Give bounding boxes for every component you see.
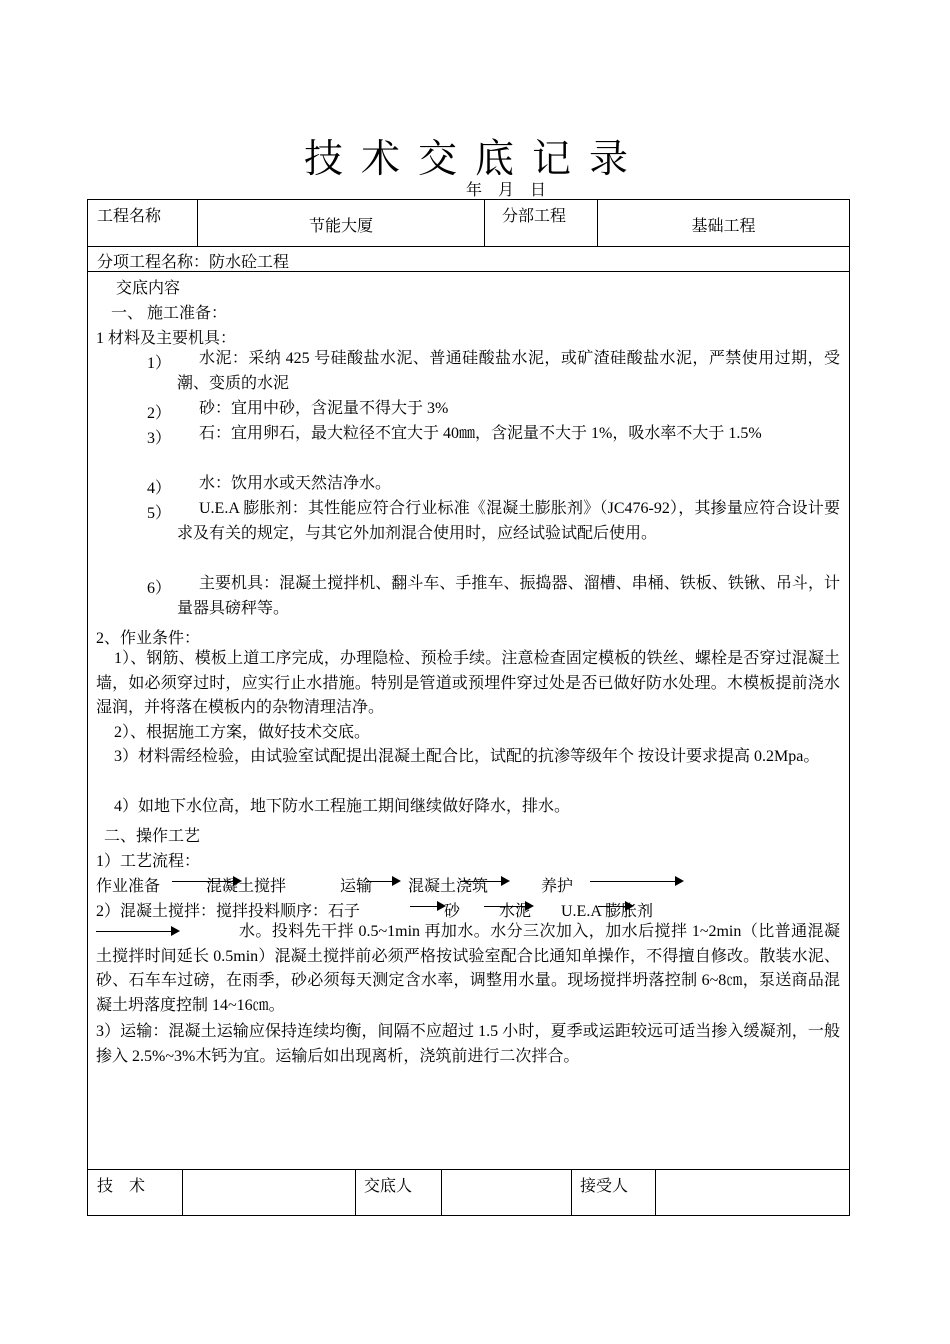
list-number: 6） <box>147 580 172 597</box>
list-number: 3） <box>147 430 172 447</box>
flow-step: 混凝土浇筑 <box>408 878 489 895</box>
transport-description: 3）运输：混凝土运输应保持连续均衡，间隔不应超过 1.5 小时，夏季或运距较远可适当掺入缓凝剂，一般掺入 2.5%~3%木钙为宜。运输后如出现离析，浇筑前进行二次拌合。 <box>96 1023 840 1065</box>
list-number: 5） <box>147 505 172 522</box>
condition-item: 4）如地下水位高，地下防水工程施工期间继续做好降水，排水。 <box>114 798 571 815</box>
divider <box>571 1169 572 1215</box>
project-name-value: 节能大厦 <box>308 218 373 235</box>
mixing-step: 砂 <box>444 903 461 920</box>
arrow-icon <box>366 881 399 882</box>
condition-item: 3）材料需经检验，由试验室试配提出混凝土配合比，试配的抗渗等级年个 按设计要求提高 0.2Mpa。 <box>114 748 820 765</box>
list-number: 2） <box>147 405 172 422</box>
mixing-description: 水。投料先干拌 0.5~1min 再加水。水分三次加入，加水后搅拌 1~2min（比普通混凝土搅拌时间延长 0.5min）混凝土搅拌前必须严格按试验室配合比通知单操作，不得擅自修改。散装水泥、砂、石车车过磅，在雨季，砂必须每天测定含水率，调整用水量。现场搅拌坍落控制 6~8㎝，泵送商品混凝土坍落度控制 14~16㎝。 <box>96 923 840 1014</box>
flow-step: 养护 <box>541 878 574 895</box>
flow-step: 作业准备 <box>96 878 161 895</box>
materials-heading: 1 材料及主要机具： <box>96 330 237 347</box>
flow-heading: 1）工艺流程： <box>96 853 201 870</box>
project-name-label: 工程名称 <box>97 208 162 225</box>
divider <box>484 200 485 247</box>
conditions-heading: 2、作业条件： <box>96 630 201 647</box>
arrow-icon <box>172 881 240 882</box>
subitem-name: 分项工程名称：防水砼工程 <box>97 254 290 271</box>
condition-item: 2）、根据施工方案，做好技术交底。 <box>114 724 371 741</box>
date-line: 年 月 日 <box>466 182 547 199</box>
list-number: 4） <box>147 480 172 497</box>
section-heading: 一、 施工准备： <box>111 305 228 322</box>
divider <box>88 1169 849 1170</box>
divider <box>182 1169 183 1215</box>
list-item: 砂：宜用中砂，含泥量不得大于 3% <box>199 400 449 417</box>
receiver-label: 接受人 <box>580 1178 629 1195</box>
division-label: 分部工程 <box>502 208 567 225</box>
arrow-icon <box>460 881 508 882</box>
arrow-icon <box>590 881 682 882</box>
discloser-value <box>442 1173 571 1213</box>
flow-step: 运输 <box>340 878 373 895</box>
document-title: 技术交底记录 <box>303 137 646 182</box>
arrow-icon <box>484 906 532 907</box>
content-heading: 交底内容 <box>116 280 181 297</box>
mixing-lead: 2）混凝土搅拌：搅拌投料顺序：石子 <box>96 903 361 920</box>
discloser-label: 交底人 <box>364 1178 413 1195</box>
list-item: 石：宜用卵石，最大粒径不宜大于 40㎜，含泥量不大于 1%，吸水率不大于 1.5% <box>199 425 762 442</box>
mixing-step: 水泥 <box>499 903 532 920</box>
condition-item: 1）、钢筋、模板上道工序完成，办理隐检、预检手续。注意检查固定模板的铁丝、螺栓是否穿过混凝土墙，如必须穿过时，应实行止水措施。特别是管道或预埋件穿过处是否已做好防水处理。木模板提前浇水湿润，并将落在模板内的杂物清理洁净。 <box>96 650 840 716</box>
list-number: 1） <box>147 355 172 372</box>
receiver-value <box>656 1173 848 1213</box>
flow-step: 混凝土搅拌 <box>206 878 287 895</box>
mixing-step: U.E.A 膨胀剂 <box>561 903 654 920</box>
list-item: 水泥：采纳 425 号硅酸盐水泥、普通硅酸盐水泥，或矿渣硅酸盐水泥，严禁使用过期，受潮、变质的水泥 <box>177 350 840 392</box>
arrow-icon <box>598 906 632 907</box>
divider <box>355 1169 356 1215</box>
tech-label: 技 术 <box>97 1178 146 1195</box>
divider <box>88 246 849 247</box>
division-value: 基础工程 <box>691 218 756 235</box>
list-item: 水：饮用水或天然洁净水。 <box>199 475 392 492</box>
list-item: U.E.A 膨胀剂：其性能应符合行业标准《混凝土膨胀剂》（JC476-92），其掺量应符合设计要求及有关的规定，与其它外加剂混合使用时，应经试验试配后使用。 <box>177 500 840 542</box>
arrow-icon <box>410 906 444 907</box>
list-item: 主要机具：混凝土搅拌机、翻斗车、手推车、振捣器、溜槽、串桶、铁板、铁锹、吊斗，计量器具磅秤等。 <box>177 575 840 617</box>
section-heading: 二、操作工艺 <box>104 828 201 845</box>
